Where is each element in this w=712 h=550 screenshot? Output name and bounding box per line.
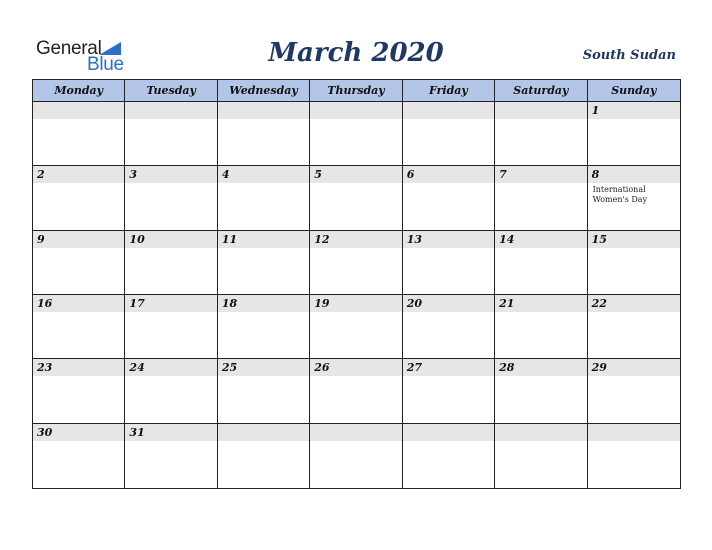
day-header-bar <box>33 166 124 183</box>
day-cell <box>33 295 125 359</box>
day-number: 2 <box>37 168 45 182</box>
day-header-bar <box>588 295 680 312</box>
day-number: 11 <box>221 232 238 246</box>
day-cell <box>33 231 125 295</box>
day-number: 24 <box>129 361 145 375</box>
logo-blue-text: Blue <box>87 54 124 75</box>
day-header-bar <box>218 166 309 183</box>
day-number: 27 <box>406 361 423 375</box>
day-cell <box>125 359 217 423</box>
day-header-bar <box>588 359 680 376</box>
day-cell <box>495 231 587 295</box>
day-cell <box>495 424 587 488</box>
day-header-bar <box>218 295 309 312</box>
logo-general-text: General <box>36 38 102 59</box>
day-number: 9 <box>37 232 45 246</box>
day-header-bar <box>403 359 494 376</box>
day-cell <box>125 231 217 295</box>
day-number: 20 <box>406 297 423 310</box>
day-header-bar <box>588 166 680 183</box>
day-header-bar <box>125 295 216 312</box>
day-number: 16 <box>37 297 53 310</box>
day-cell <box>125 424 217 488</box>
day-cell <box>495 359 587 423</box>
day-number: 4 <box>221 168 230 182</box>
calendar-title: March 2020 <box>268 38 444 68</box>
day-cell <box>310 102 402 166</box>
day-number: 18 <box>221 297 238 310</box>
day-number: 1 <box>591 104 600 117</box>
day-header-bar <box>495 295 586 312</box>
day-header-bar <box>218 359 309 376</box>
day-number: 29 <box>591 361 607 375</box>
day-cell <box>218 231 310 295</box>
day-header-bar <box>218 424 309 441</box>
day-header-bar <box>310 295 401 312</box>
day-cell <box>125 295 217 359</box>
day-header-bar <box>495 102 586 119</box>
day-cell <box>403 166 495 230</box>
day-cell <box>33 424 125 488</box>
day-cell <box>403 231 495 295</box>
day-cell <box>588 359 680 423</box>
day-cell <box>588 166 680 230</box>
day-header-bar <box>588 424 680 441</box>
day-header-bar <box>495 231 586 248</box>
day-cell <box>310 295 402 359</box>
day-cell <box>588 424 680 488</box>
day-number: 14 <box>499 232 515 246</box>
day-cell <box>218 359 310 423</box>
day-header-bar <box>403 295 494 312</box>
weekday-header-wednesday: Wednesday <box>218 80 310 102</box>
day-header-bar <box>588 231 680 248</box>
day-cell <box>495 295 587 359</box>
day-header-bar <box>310 424 401 441</box>
day-header-bar <box>310 166 401 183</box>
day-cell <box>310 166 402 230</box>
day-number: 19 <box>314 297 330 310</box>
day-number: 10 <box>129 232 145 246</box>
holiday-label: International Women's Day <box>592 185 648 205</box>
day-number: 6 <box>406 168 415 182</box>
day-header-bar <box>33 295 124 312</box>
country-name: South Sudan <box>582 48 676 63</box>
day-number: 30 <box>37 425 53 439</box>
day-number: 28 <box>499 361 515 375</box>
day-cell <box>403 359 495 423</box>
day-cell <box>218 295 310 359</box>
day-number: 13 <box>406 232 423 246</box>
day-header-bar <box>310 231 401 248</box>
day-number: 31 <box>129 425 145 439</box>
day-number: 3 <box>129 168 138 182</box>
day-number: 26 <box>314 361 330 375</box>
day-cell <box>33 102 125 166</box>
day-number: 25 <box>221 361 238 375</box>
calendar-grid <box>32 79 681 489</box>
weekday-header-tuesday: Tuesday <box>125 80 217 102</box>
day-number: 5 <box>314 168 322 182</box>
day-header-bar <box>495 424 586 441</box>
day-header-bar <box>125 166 216 183</box>
day-cell <box>495 166 587 230</box>
day-header-bar <box>33 424 124 441</box>
day-header-bar <box>33 102 124 119</box>
day-number: 17 <box>129 297 145 310</box>
day-cell <box>403 102 495 166</box>
day-cell <box>125 166 217 230</box>
day-header-bar <box>125 102 216 119</box>
day-header-bar <box>218 231 309 248</box>
day-number: 12 <box>314 232 330 246</box>
day-cell <box>588 102 680 166</box>
day-cell <box>218 166 310 230</box>
weekday-header-sunday: Sunday <box>588 80 680 102</box>
day-number: 21 <box>499 297 515 310</box>
day-header-bar <box>33 359 124 376</box>
day-cell <box>218 102 310 166</box>
day-number: 8 <box>591 168 600 182</box>
day-header-bar <box>33 231 124 248</box>
day-cell <box>33 166 125 230</box>
day-header-bar <box>310 102 401 119</box>
day-header-bar <box>588 102 680 119</box>
day-header-bar <box>125 231 216 248</box>
day-number: 23 <box>37 361 53 375</box>
day-header-bar <box>125 359 216 376</box>
day-header-bar <box>125 424 216 441</box>
day-cell <box>403 424 495 488</box>
day-cell <box>588 231 680 295</box>
day-cell <box>403 295 495 359</box>
weekday-header-saturday: Saturday <box>495 80 587 102</box>
day-header-bar <box>403 102 494 119</box>
day-number: 22 <box>591 297 607 310</box>
day-header-bar <box>310 359 401 376</box>
day-cell <box>310 231 402 295</box>
weekday-header-friday: Friday <box>403 80 495 102</box>
day-header-bar <box>403 166 494 183</box>
day-cell <box>495 102 587 166</box>
day-cell <box>310 424 402 488</box>
day-header-bar <box>495 359 586 376</box>
day-header-bar <box>218 102 309 119</box>
day-cell <box>125 102 217 166</box>
day-cell <box>310 359 402 423</box>
weekday-header-monday: Monday <box>33 80 125 102</box>
day-header-bar <box>403 231 494 248</box>
weekday-header-thursday: Thursday <box>310 80 402 102</box>
day-cell <box>33 359 125 423</box>
day-cell <box>588 295 680 359</box>
day-cell <box>218 424 310 488</box>
day-number: 7 <box>499 168 507 182</box>
day-header-bar <box>403 424 494 441</box>
day-header-bar <box>495 166 586 183</box>
day-number: 15 <box>591 232 607 246</box>
